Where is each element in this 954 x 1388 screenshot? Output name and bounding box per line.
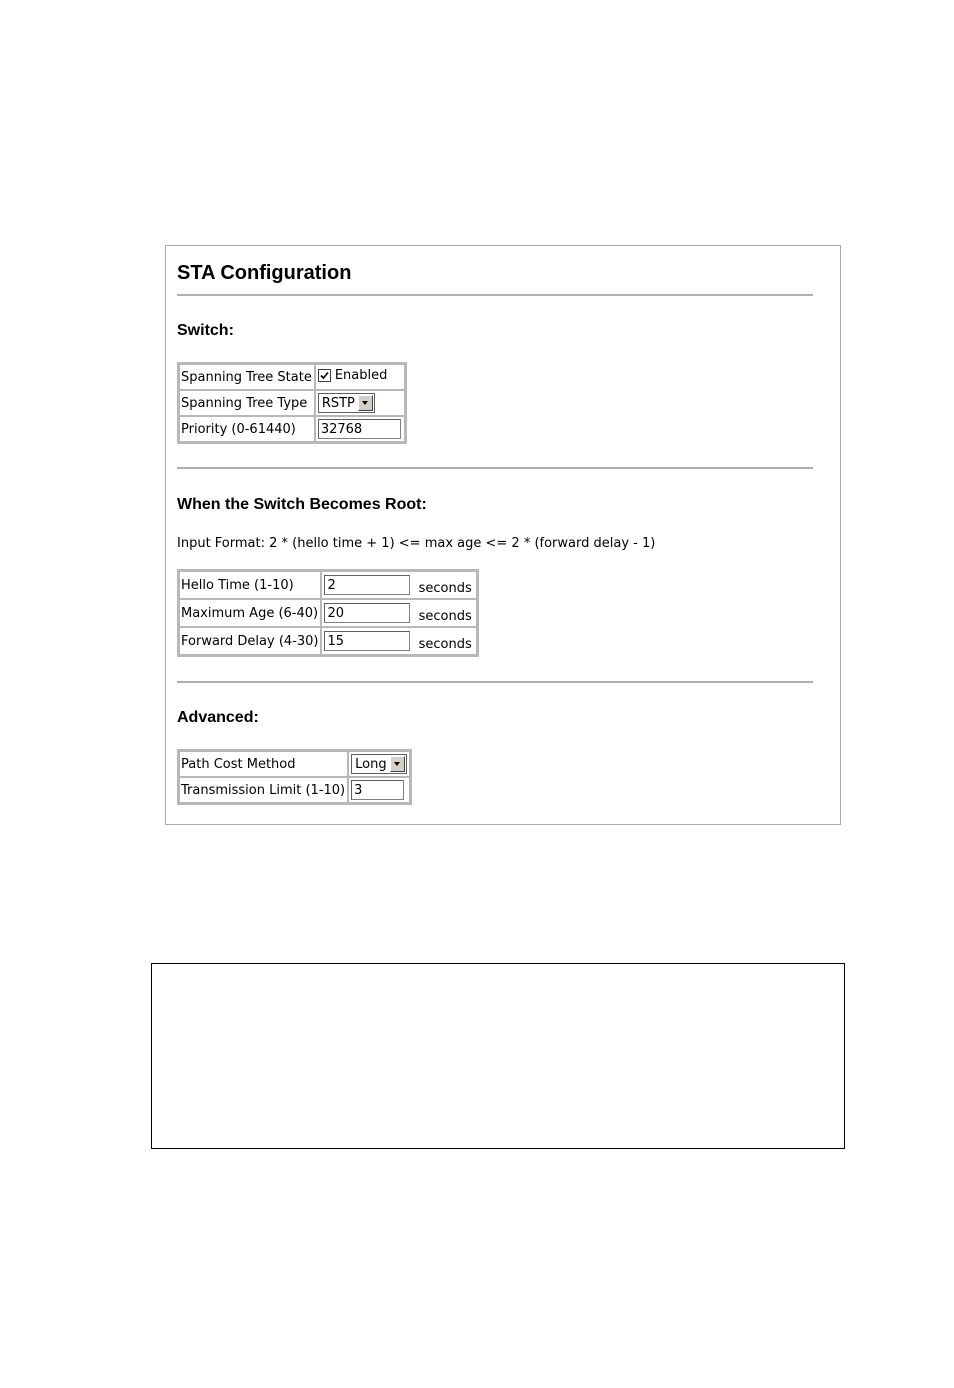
page-title: STA Configuration — [177, 262, 352, 284]
hello-time-unit: seconds — [418, 580, 472, 596]
input-format-note: Input Format: 2 * (hello time + 1) <= max age <= 2 * (forward delay - 1) — [177, 536, 656, 551]
dropdown-button[interactable] — [358, 395, 373, 411]
table-row — [179, 599, 477, 627]
spanning-tree-state-label: Spanning Tree State — [179, 364, 315, 390]
root-section-heading: When the Switch Becomes Root: — [177, 496, 427, 513]
path-cost-method-label: Path Cost Method — [179, 751, 348, 777]
max-age-label: Maximum Age (6-40) — [179, 599, 321, 627]
spanning-tree-state-checkbox[interactable] — [318, 369, 331, 382]
table-row — [179, 571, 477, 599]
empty-frame — [151, 963, 845, 1149]
divider — [177, 681, 813, 683]
spanning-tree-state-toggle[interactable] — [318, 368, 388, 383]
sta-configuration-panel — [165, 245, 841, 825]
transmission-limit-input[interactable] — [351, 780, 404, 800]
spanning-tree-state-value: Enabled — [334, 368, 388, 383]
max-age-unit: seconds — [418, 608, 472, 624]
table-row — [179, 364, 405, 390]
transmission-limit-label: Transmission Limit (1-10) — [179, 777, 348, 803]
priority-input[interactable] — [318, 419, 401, 439]
root-timers-table — [177, 569, 479, 657]
table-row — [179, 751, 410, 777]
switch-settings-table — [177, 362, 407, 444]
spanning-tree-type-value: RSTP — [321, 395, 355, 411]
dropdown-button[interactable] — [390, 756, 405, 772]
divider — [177, 294, 813, 296]
hello-time-input[interactable] — [324, 575, 410, 595]
path-cost-method-select[interactable] — [351, 754, 406, 774]
forward-delay-input[interactable] — [324, 631, 410, 651]
table-row — [179, 627, 477, 655]
table-row — [179, 390, 405, 416]
table-row — [179, 777, 410, 803]
chevron-down-icon — [394, 762, 400, 766]
table-row — [179, 416, 405, 442]
hello-time-label: Hello Time (1-10) — [179, 571, 321, 599]
advanced-settings-table — [177, 749, 412, 805]
switch-section-heading: Switch: — [177, 322, 234, 339]
priority-label: Priority (0-61440) — [179, 416, 315, 442]
path-cost-method-value: Long — [355, 756, 387, 772]
forward-delay-label: Forward Delay (4-30) — [179, 627, 321, 655]
advanced-section-heading: Advanced: — [177, 709, 259, 726]
forward-delay-unit: seconds — [418, 636, 472, 652]
spanning-tree-type-select[interactable] — [318, 393, 375, 413]
spanning-tree-type-label: Spanning Tree Type — [179, 390, 315, 416]
chevron-down-icon — [362, 401, 368, 405]
divider — [177, 467, 813, 469]
check-icon — [320, 371, 329, 380]
max-age-input[interactable] — [324, 603, 410, 623]
